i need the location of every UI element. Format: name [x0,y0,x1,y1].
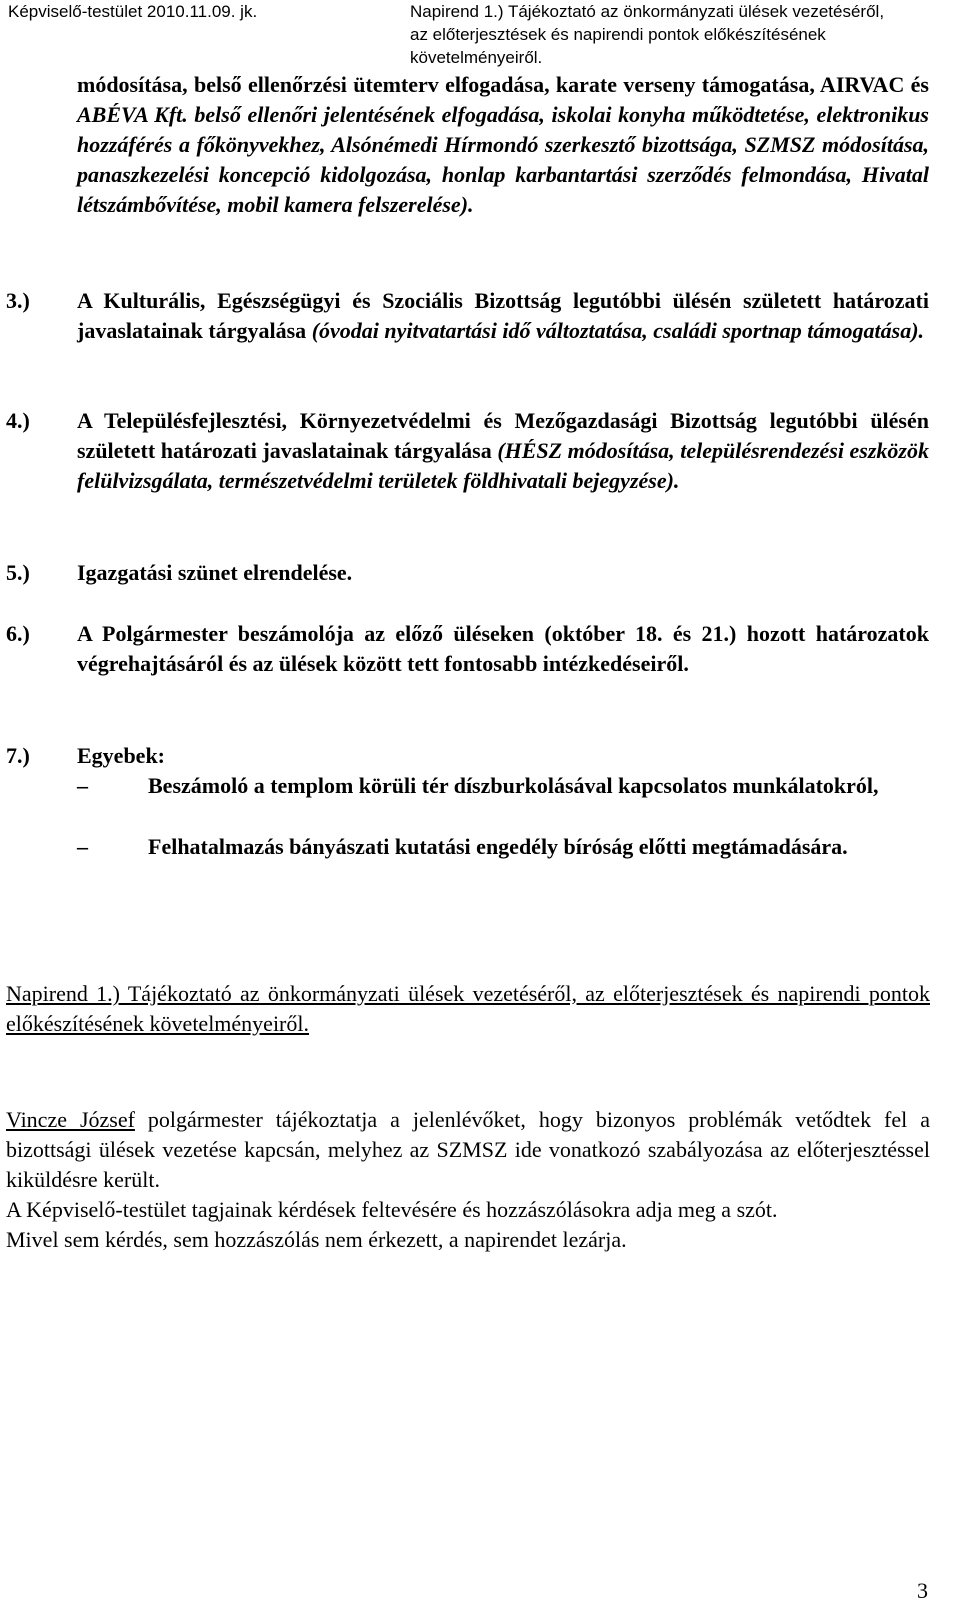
agenda-item-3 [6,286,929,346]
page-number: 3 [917,1578,928,1603]
agenda-item-text: A Kulturális, Egészségügyi és Szociális Bizottság legutóbbi ülésén született határozati javaslatainak tárgyalása [77,288,929,343]
page-header [0,0,960,70]
dash-bullet: – [77,773,88,798]
body-paragraph: A Képviselő-testület tagjainak kérdések feltevésére és hozzászólásokra adja meg a szót. [6,1197,778,1222]
minutes-body [6,1105,930,1255]
continuation-italic: ABÉVA Kft. belső ellenőri jelentésének elfogadása, iskolai konyha működtetése, elektronikus hozzáférés a főkönyvekhez, Alsónémedi Hírmondó szerkesztő bizottsága, SZMSZ módosítása, panaszkezelési koncepció kidolgozása, honlap karbantartási szerződés felmondása, Hivatal létszámbővítése, mobil kamera felszerelése). [77,102,929,217]
header-document-id: Képviselő-testület 2010.11.09. jk. [8,2,258,21]
section-title: Napirend 1.) Tájékoztató az önkormányzati ülések vezetéséről, az előterjesztések és napirendi pontok előkészítésének követelményeiről. [6,981,930,1036]
agenda-item-text: Igazgatási szünet elrendelése. [77,560,353,585]
speaker-name: Vincze József [6,1107,135,1132]
agenda-item-number: 4.) [6,408,30,433]
dash-bullet: – [77,834,88,859]
sub-item [77,771,929,801]
agenda-item-6 [6,619,929,679]
sub-item-text: Beszámoló a templom körüli tér díszburkolásával kapcsolatos munkálatokról, [148,773,879,798]
agenda-item-number: 5.) [6,560,30,585]
agenda-item-number: 6.) [6,621,30,646]
body-paragraph: Mivel sem kérdés, sem hozzászólás nem érkezett, a napirendet lezárja. [6,1227,627,1252]
agenda-item-text: Egyebek: [77,743,165,768]
agenda-item-number: 7.) [6,743,30,768]
agenda-item-detail: (óvodai nyitvatartási idő változtatása, családi sportnap támogatása). [311,318,925,343]
agenda-item-detail: (HÉSZ módosítása, településrendezési eszközök felülvizsgálata, természetvédelmi területek földhivatali bejegyzése). [77,438,929,493]
agenda-item-text: A Polgármester beszámolója az előző üléseken (október 18. és 21.) hozott határozatok végrehajtásáról és az ülések között tett fontosabb intézkedéseiről. [77,621,929,676]
agenda-item-4 [6,406,929,496]
agenda-item-7 [6,741,929,771]
continuation-bold: módosítása, belső ellenőrzési ütemterv elfogadása, karate verseny támogatása, AIRVAC és [77,72,929,97]
header-line: az előterjesztések és napirendi pontok előkészítésének [410,25,826,44]
sub-item [77,832,929,862]
agenda-item-text: A Településfejlesztési, Környezetvédelmi és Mezőgazdasági Bizottság legutóbbi ülésén született határozati javaslatainak tárgyalása [77,408,929,463]
body-text: polgármester tájékoztatja a jelenlévőket, hogy bizonyos problémák vetődtek fel a bizottsági ülések vezetése kapcsán, melyhez az SZMSZ ide vonatkozó szabályozása az előterjesztéssel kiküldésre került. [6,1107,930,1192]
body-paragraph [6,1105,930,1195]
header-line: Napirend 1.) Tájékoztató az önkormányzati ülések vezetéséről, [410,2,885,21]
header-agenda-title [410,0,884,69]
agenda-item-2-continuation [77,70,929,220]
sub-item-text: Felhatalmazás bányászati kutatási engedély bíróság előtti megtámadására. [148,834,848,859]
agenda-item-number: 3.) [6,288,30,313]
header-line: követelményeiről. [410,48,543,67]
agenda-item-5 [6,558,929,588]
